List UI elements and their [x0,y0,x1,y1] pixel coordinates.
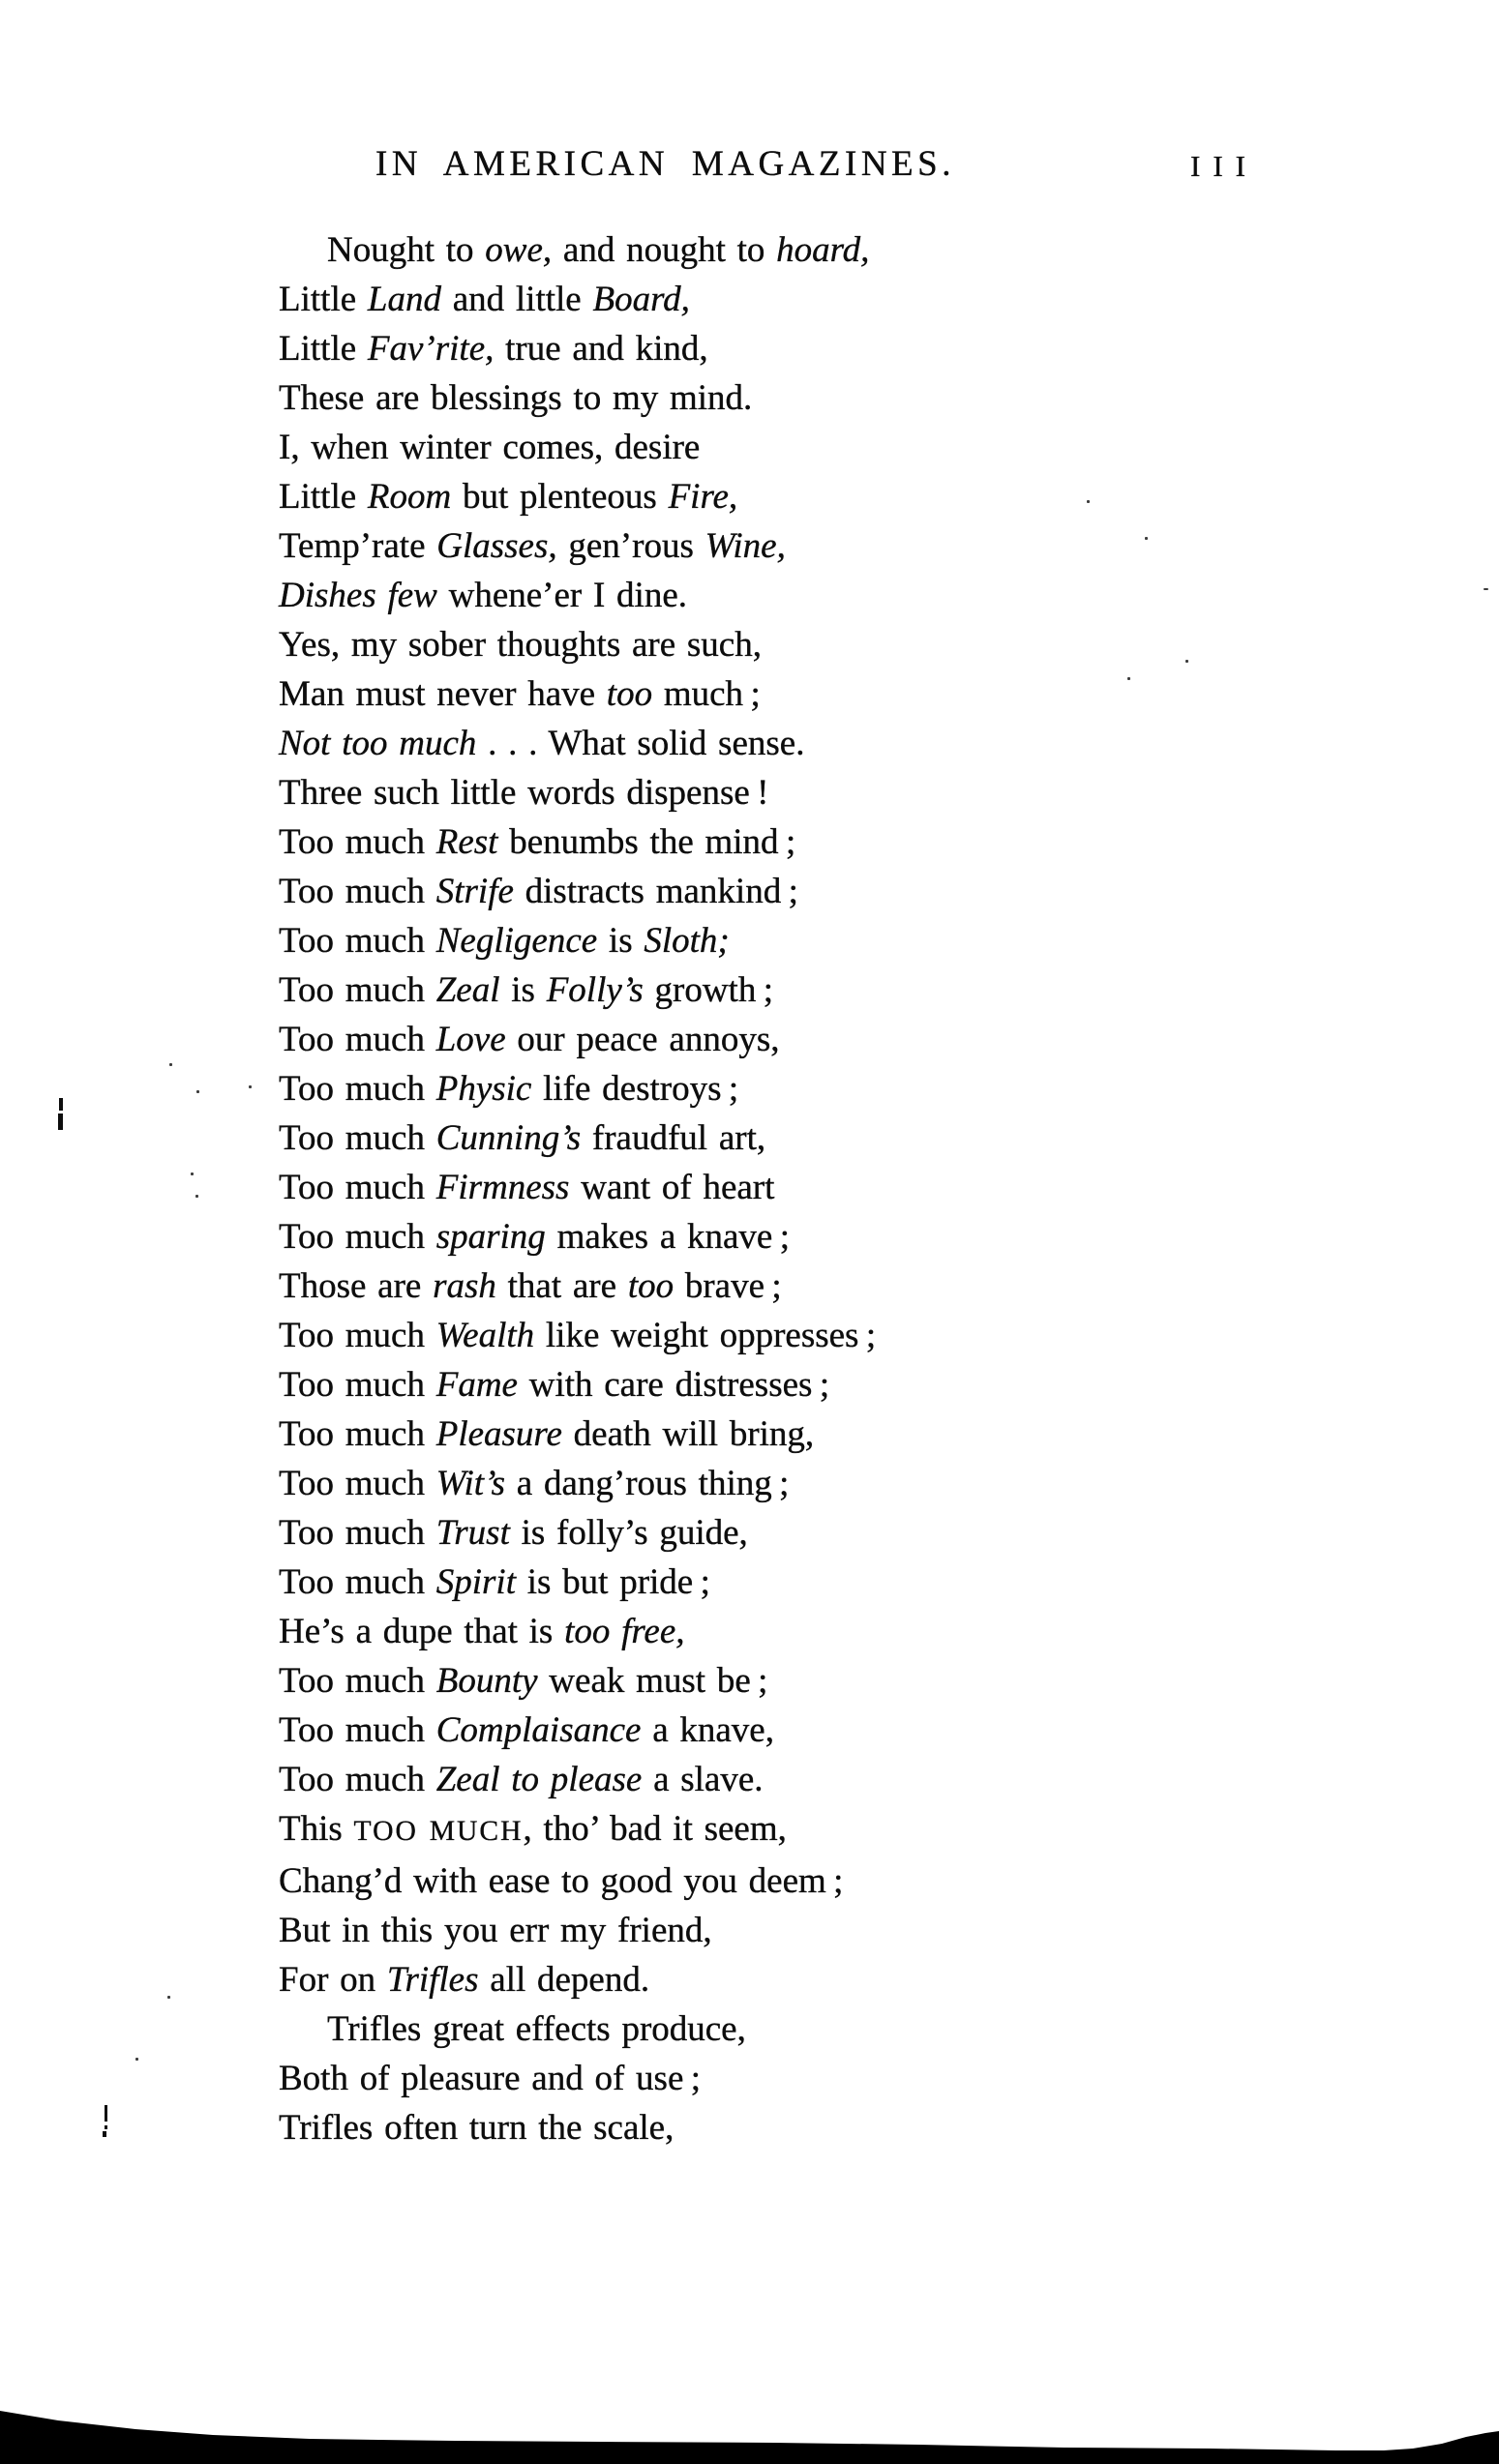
italic-text: Land [367,280,441,319]
roman-text: and nought to [552,230,777,270]
roman-text: Man must never have [279,674,607,714]
poem-line [279,1015,876,1064]
italic-text: Board, [592,280,690,319]
roman-text: These are blessings to my mind. [279,378,753,418]
roman-text: Too much [279,1217,436,1257]
roman-text: Little [279,477,368,517]
roman-text: He’s a dupe that is [279,1612,565,1651]
poem-line [279,1410,876,1459]
roman-text: Nought to [327,230,486,270]
roman-text: Too much [279,1069,436,1109]
roman-text: Too much [279,1710,436,1750]
italic-text: Firmness [435,1168,570,1207]
poem-line [279,1906,876,1955]
italic-text: Love [435,1020,506,1059]
roman-text: want of heart [569,1168,775,1207]
scan-speck [1127,677,1130,680]
italic-text: Negligence [435,921,598,961]
roman-text: that are [495,1266,628,1306]
running-head-title: IN AMERICAN MAGAZINES. [375,144,955,184]
roman-text: all depend. [478,1960,650,2000]
roman-text: Too much [279,822,436,862]
poem-line [279,373,876,423]
scan-speck [167,1996,170,1999]
italic-text: Complaisance [435,1710,642,1750]
roman-text: Too much [279,1020,436,1059]
italic-text: Dishes few [279,576,437,615]
italic-text: Room [367,477,452,517]
scan-speck [196,1090,199,1093]
italic-text: Trust [435,1513,510,1553]
italic-text: Fav’rite, [367,329,495,369]
italic-text: Bounty [435,1661,538,1701]
roman-text: but plenteous [451,477,669,517]
roman-text: gen’rous [556,526,705,566]
roman-text: Too much [279,1760,436,1799]
italic-text: Trifles [386,1960,479,2000]
roman-text: brave ; [674,1266,782,1306]
italic-text: Zeal to please [435,1760,643,1799]
italic-text: too [606,674,653,714]
roman-text: Those are [279,1266,434,1306]
roman-text: Too much [279,1414,436,1454]
poem-line [279,472,876,521]
roman-text: a knave, [641,1710,774,1750]
italic-text: Fame [435,1365,518,1405]
roman-text: Too much [279,1365,436,1405]
poem-line [279,669,876,719]
poem-line [279,768,876,817]
roman-text: Too much [279,970,436,1010]
poem-line [279,867,876,916]
roman-text: is [499,970,547,1010]
italic-text: Zeal [435,970,500,1010]
poem-line [279,1607,876,1656]
scan-speck [191,1173,194,1175]
italic-text: Wealth [435,1316,535,1355]
poem-line [279,1360,876,1410]
roman-text: whene’er I dine. [436,576,688,615]
scan-speck [1145,537,1148,540]
poem-line [279,1558,876,1607]
italic-text: Wine, [705,526,786,566]
margin-mark [105,2105,107,2122]
poem-line [279,1113,876,1163]
scan-speck [1185,660,1188,663]
roman-text: Little [279,329,368,369]
poem-line [279,571,876,620]
roman-text: Temp’rate [279,526,437,566]
italic-text: Strife [435,872,514,911]
roman-text: Both of pleasure and of use ; [279,2059,702,2098]
poem-line [279,1856,876,1906]
scan-speck [1484,588,1488,590]
roman-text: life destroys ; [531,1069,739,1109]
margin-mark [59,1098,63,1111]
poem-line [279,817,876,867]
poem-line [279,275,876,324]
roman-text: Trifles often turn the scale, [279,2108,675,2148]
page-edge-shadow [0,2387,1499,2464]
poem-line [279,2054,876,2103]
roman-text: I, when winter comes, desire [279,428,701,467]
italic-text: Fire, [668,477,738,517]
italic-text: Pleasure [435,1414,562,1454]
page-number: III [1190,149,1258,183]
italic-text: too [627,1266,675,1306]
roman-text: Too much [279,921,436,961]
scan-speck [1087,500,1090,503]
roman-text: But in this you err my friend, [279,1911,712,1950]
poem-line [279,719,876,768]
scan-speck [195,1195,198,1198]
poem-line [279,225,876,275]
roman-text: is but pride ; [515,1562,710,1602]
poem-line [279,1804,876,1856]
italic-text: Cunning’s [435,1118,582,1158]
roman-text: For on [279,1960,387,2000]
roman-text: a dang’rous thing ; [505,1464,790,1503]
roman-text: This [279,1809,354,1849]
poem-line [279,423,876,472]
poem-line [279,1459,876,1508]
poem-line [279,1508,876,1558]
poem-line [279,1262,876,1311]
roman-text: Chang’d with ease to good you deem ; [279,1861,844,1901]
italic-text: Physic [435,1069,532,1109]
roman-text: much ; [652,674,761,714]
poem-line [279,965,876,1015]
roman-text: makes a knave ; [545,1217,791,1257]
roman-text: true and kind, [494,329,708,369]
roman-text: and little [440,280,593,319]
roman-text: Too much [279,1464,436,1503]
roman-text: like weight oppresses ; [534,1316,877,1355]
poem-line [279,1755,876,1804]
scan-speck [249,1085,252,1088]
roman-text: Little [279,280,368,319]
poem-line [279,1163,876,1212]
italic-text: rash [433,1266,496,1306]
roman-text: Too much [279,1316,436,1355]
poem-line [279,1706,876,1755]
scan-speck [135,2058,138,2061]
roman-text: benumbs the mind ; [497,822,796,862]
roman-text: Too much [279,1661,436,1701]
poem-line [279,620,876,669]
roman-text: Too much [279,1118,436,1158]
italic-text: sparing [435,1217,546,1257]
italic-text: Wit’s [435,1464,506,1503]
italic-text: Glasses, [436,526,557,566]
poem-line [279,1212,876,1262]
poem-line [279,916,876,965]
italic-text: Spirit [435,1562,516,1602]
roman-text: is folly’s guide, [509,1513,748,1553]
italic-text: Rest [435,822,498,862]
poem-line [279,1955,876,2004]
roman-text: fraudful art, [581,1118,766,1158]
italic-text: Not too much [279,724,477,763]
poem-line [279,2004,876,2054]
roman-text: . . . What solid sense. [476,724,805,763]
roman-text: Too much [279,872,436,911]
roman-text: growth ; [643,970,774,1010]
italic-text: hoard, [776,230,870,270]
roman-text: is [597,921,645,961]
italic-text: Folly’s [546,970,644,1010]
roman-text: weak must be ; [537,1661,768,1701]
roman-text: Yes, my sober thoughts are such, [279,625,762,665]
margin-mark [58,1113,63,1130]
poem-line [279,1064,876,1113]
poem-line [279,324,876,373]
roman-text: Trifles great effects produce, [327,2009,746,2049]
margin-mark [105,2125,107,2129]
roman-text: Too much [279,1513,436,1553]
roman-text: our peace annoys, [505,1020,780,1059]
poem [279,225,876,2152]
roman-text: Too much [279,1168,436,1207]
roman-text: a slave. [642,1760,764,1799]
poem-line [279,1656,876,1706]
poem-line [279,2103,876,2152]
italic-text: Sloth; [644,921,730,961]
italic-text: owe, [485,230,553,270]
small-caps-text: TOO MUCH [353,1816,524,1847]
roman-text: Three such little words dispense ! [279,773,769,813]
roman-text: , tho’ bad it seem, [523,1809,787,1849]
italic-text: too free, [564,1612,685,1651]
roman-text: distracts mankind ; [513,872,798,911]
roman-text: death will bring, [561,1414,815,1454]
margin-mark [103,2131,106,2137]
roman-text: with care distresses ; [517,1365,830,1405]
poem-line [279,1311,876,1360]
scan-speck [169,1063,172,1066]
roman-text: Too much [279,1562,436,1602]
poem-line [279,521,876,571]
